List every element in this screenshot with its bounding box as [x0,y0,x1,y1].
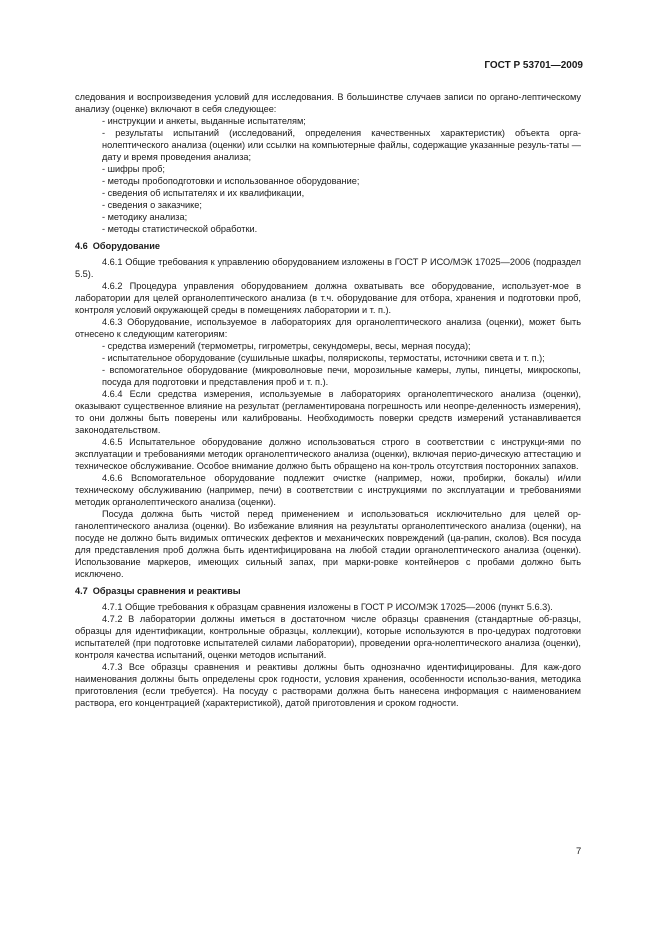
paragraph-glassware: Посуда должна быть чистой перед применением и использоваться исключительно для целей ор-ганолептического анализа (оценки). Во избежание влияния на результаты органолептического анализа (оценки), на посуде не должно быть видимых оптических дефектов и механических повреждений (ца-рапин, сколов). Вся посуда для представления проб должна быть идентифицирована на любой стадии органолептического анализа (оценки). Использование маркеров, имеющих сильный запах, при марки-ровке контейнеров с пробами должно быть исключено. [75,509,581,579]
section-heading-4-6 [75,240,581,252]
paragraph-4-7-1: 4.7.1 Общие требования к образцам сравнения изложены в ГОСТ Р ИСО/МЭК 17025—2006 (пункт 5.6.3). [102,602,553,612]
page-number: 7 [576,846,582,857]
paragraph-4-7-2: 4.7.2 В лаборатории должны иметься в достаточном числе образцы сравнения (стандартные об-разцы, образцы для идентификации, контрольные образцы, коллекции), которые используются в про-цедурах подготовки испытателей (при подготовке испытателей силами лаборатории), проведении орга-нолептического анализа (оценки), контроля качества испытаний, оценки методов испытаний. [75,614,581,660]
section-number: 4.7 [75,586,88,596]
list-item: - испытательное оборудование (сушильные шкафы, поляриcкопы, термостаты, источники света и т. п.); [102,353,545,363]
paragraph-4-6-3: 4.6.3 Оборудование, используемое в лабораториях для органолептического анализа (оценки), может быть отнесено к следующим категориям: [75,317,581,339]
list-item: - средства измерений (термометры, гигрометры, секундомеры, весы, мерная посуда); [102,341,471,351]
list-item: - сведения об испытателях и их квалификации, [102,188,305,198]
page-body [75,91,581,709]
paragraph-4-6-6: 4.6.6 Вспомогательное оборудование подлежит очистке (например, ножи, пробирки, бокалы) и/или техническому обслуживанию (например, печи) в соответствии с инструкциями по эксплуатации и требованиями методик органолептического анализа (оценки). [75,473,581,507]
section-heading-4-7 [75,585,581,597]
section-title: Оборудование [92,241,160,251]
list-item: - инструкции и анкеты, выданные испытателям; [102,116,306,126]
list-item: - результаты испытаний (исследований, определения качественных характеристик) объекта орга-нолептического анализа (оценки) или ссылки на компьютерные файлы, содержащие указанные резуль-таты — дату и время проведения анализа; [102,128,581,162]
equipment-category-list [75,340,581,388]
list-item: - методы пробоподготовки и использованное оборудование; [102,176,360,186]
list-item: - шифры проб; [102,164,165,174]
document-header: ГОСТ Р 53701—2009 [484,60,583,71]
paragraph-4-6-1: 4.6.1 Общие требования к управлению оборудованием изложены в ГОСТ Р ИСО/МЭК 17025—2006 (подраздел 5.5). [75,257,581,279]
list-item: - сведения о заказчике; [102,200,202,210]
paragraph-4-6-4: 4.6.4 Если средства измерения, используемые в лабораториях органолептического анализа (оценки), оказывают существенное влияние на результат (регламентирована погрешность или неопре-деленность измерения), то они должны быть поверены или калиброваны. Необходимость поверки средств измерений устанавливается законодательством. [75,389,581,435]
paragraph-4-6-2: 4.6.2 Процедура управления оборудованием должна охватывать все оборудование, использует-мое в лаборатории для целей органолептического анализа (в т.ч. оборудование для отбора, хранения и подготовки проб, контроля условий окружающей среды в помещениях лаборатории и т. п.). [75,281,581,315]
section-number: 4.6 [75,241,88,251]
intro-paragraph: следования и воспроизведения условий для исследования. В большинстве случаев записи по органо-лептическому анализу (оценке) включают в себя следующее: [75,92,581,114]
list-item: - вспомогательное оборудование (микроволновые печи, морозильные камеры, лупы, пинцеты, микроскопы, посуда для подготовки и представления проб и т. п.). [102,365,581,387]
paragraph-4-7-3: 4.7.3 Все образцы сравнения и реактивы должны быть однозначно идентифицированы. Для каж-дого наименования должны быть определены срок годности, условия хранения, особенности использо-вания, методика приготовления (если требуется). На посуду с растворами должна быть нанесена информация с наименованием раствора, его концентрацией (характеристикой), датой приготовления и сроком годности. [75,662,581,708]
paragraph-4-6-5: 4.6.5 Испытательное оборудование должно использоваться строго в соответствии с инструкци-ями по эксплуатации и требованиями методик органолептического анализа (оценки), включая перио-дическую аттестацию и техническое обслуживание. Особое внимание должно быть обращено на кон-троль отсутствия посторонних запахов. [75,437,581,471]
list-item: - методику анализа; [102,212,188,222]
section-title: Образцы сравнения и реактивы [92,586,241,596]
records-list [75,115,581,235]
list-item: - методы статистической обработки. [102,224,258,234]
